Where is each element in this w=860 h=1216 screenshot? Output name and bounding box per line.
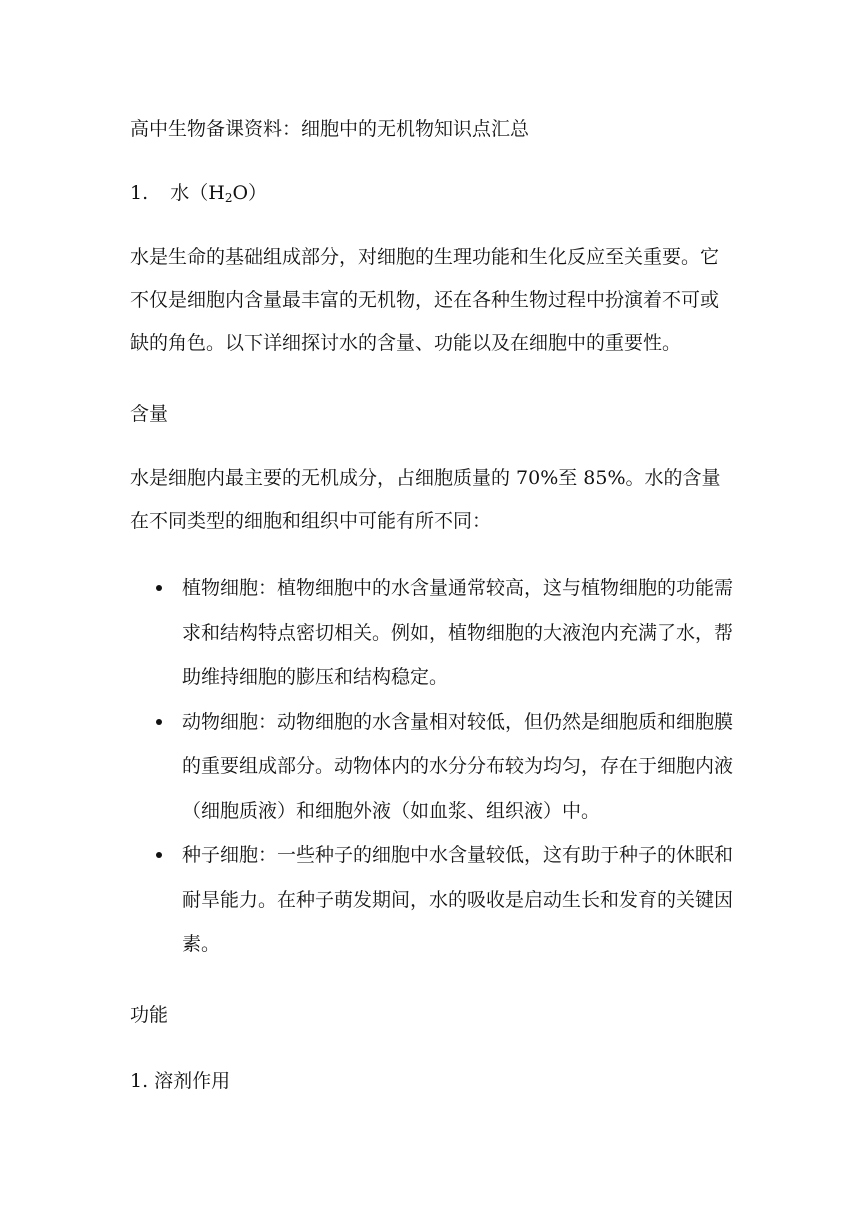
bullet-icon bbox=[156, 719, 162, 725]
section-heading-prefix: 水（H bbox=[170, 182, 225, 204]
bullet-icon bbox=[156, 852, 162, 858]
document-title: 高中生物备课资料：细胞中的无机物知识点汇总 bbox=[130, 118, 530, 140]
section-heading-water bbox=[130, 181, 267, 205]
content-heading: 含量 bbox=[130, 403, 169, 425]
subscript-2: 2 bbox=[224, 191, 233, 205]
list-item bbox=[130, 833, 734, 967]
cell-type-list bbox=[130, 566, 734, 967]
sub-heading-solvent: 1. 溶剂作用 bbox=[130, 1070, 231, 1092]
content-paragraph: 水是细胞内最主要的无机成分，占细胞质量的 70%至 85%。水的含量在不同类型的细胞和组织中可能有所不同： bbox=[130, 467, 721, 532]
list-item bbox=[130, 700, 734, 834]
list-item bbox=[130, 566, 734, 700]
list-item-text: 植物细胞：植物细胞中的水含量通常较高，这与植物细胞的功能需求和结构特点密切相关。例如，植物细胞的大液泡内充满了水，帮助维持细胞的膨压和结构稳定。 bbox=[182, 577, 734, 688]
list-item-text: 种子细胞：一些种子的细胞中水含量较低，这有助于种子的休眠和耐旱能力。在种子萌发期间，水的吸收是启动生长和发育的关键因素。 bbox=[182, 844, 734, 955]
list-item-text: 动物细胞：动物细胞的水含量相对较低，但仍然是细胞质和细胞膜的重要组成部分。动物体内的水分分布较为均匀，存在于细胞内液（细胞质液）和细胞外液（如血浆、组织液）中。 bbox=[182, 710, 734, 822]
section-number: 1. bbox=[130, 182, 149, 204]
intro-paragraph: 水是生命的基础组成部分，对细胞的生理功能和生化反应至关重要。它不仅是细胞内含量最丰富的无机物，还在各种生物过程中扮演着不可或缺的角色。以下详细探讨水的含量、功能以及在细胞中的重要性。 bbox=[130, 246, 720, 354]
bullet-icon bbox=[156, 585, 162, 591]
section-heading-suffix: O） bbox=[232, 182, 268, 204]
function-heading: 功能 bbox=[130, 1004, 169, 1026]
